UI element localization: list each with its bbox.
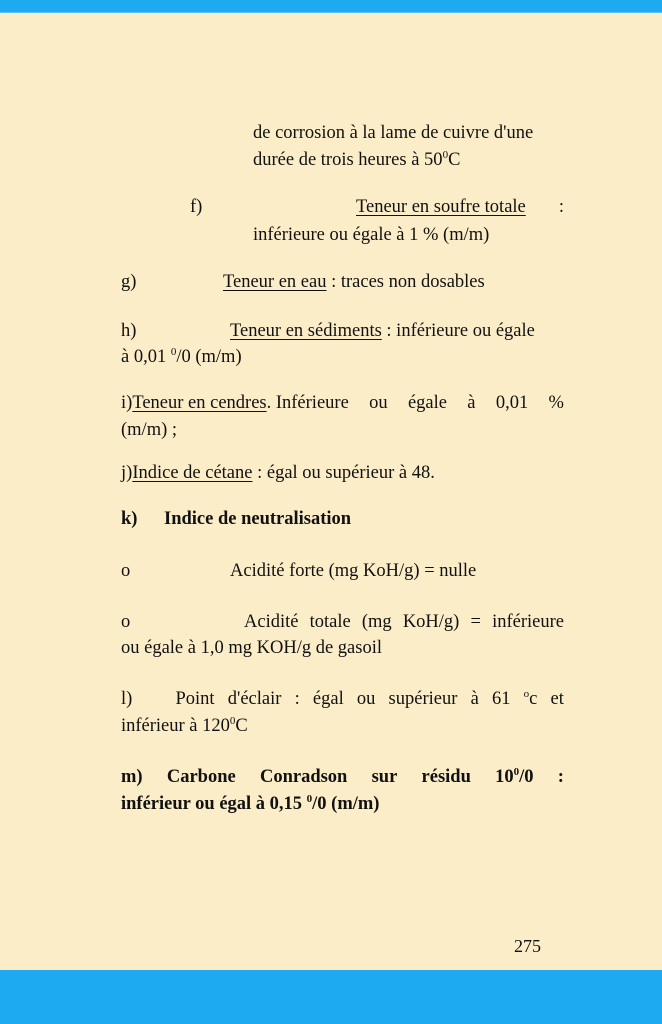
word: et — [550, 689, 564, 709]
word: égal — [312, 689, 344, 709]
word: . Inférieure — [266, 393, 349, 413]
word: ou — [369, 393, 388, 413]
item-m-line1 — [121, 766, 564, 788]
word: % — [548, 393, 564, 413]
item-i-line1 — [121, 392, 564, 414]
text: /0 — [519, 767, 534, 787]
bottom-bar — [0, 970, 662, 1024]
item-k2-line1 — [244, 611, 564, 633]
item-f-label: Teneur en soufre totale — [356, 197, 526, 217]
item-g-text: : traces non dosables — [326, 272, 485, 292]
item-h-line2 — [121, 346, 242, 368]
word: sur — [371, 767, 398, 787]
item-e-line2 — [253, 149, 460, 171]
item-g-label: Teneur en eau — [223, 272, 327, 292]
item-i-marker: i) — [121, 393, 133, 413]
word: résidu — [421, 767, 471, 787]
word: Conradson — [259, 767, 348, 787]
text: C — [448, 150, 461, 170]
text: inférieur ou égal à 0,15 — [121, 794, 307, 814]
item-i-line2: (m/m) ; — [121, 420, 178, 440]
item-m-line2 — [121, 793, 379, 815]
item-g-marker: g) — [121, 272, 137, 292]
text: durée de trois heures à 50 — [253, 150, 443, 170]
text: c — [529, 689, 538, 709]
text: /0 (m/m) — [176, 347, 242, 367]
item-j-marker: j) — [121, 463, 133, 483]
word: d'éclair — [227, 689, 282, 709]
word: 61 — [491, 689, 511, 709]
item-h-marker: h) — [121, 321, 137, 341]
percent — [495, 766, 533, 788]
word: 0,01 — [495, 393, 529, 413]
item-k2-line2: ou égale à 1,0 mg KOH/g de gasoil — [121, 638, 382, 658]
item-g-line — [223, 271, 485, 293]
text: C — [235, 716, 248, 736]
superscript: 0 — [229, 715, 236, 727]
item-h-text: : inférieure ou égale — [381, 321, 535, 341]
item-i-head — [121, 392, 349, 414]
superscript: 0 — [170, 346, 177, 358]
superscript: 0 — [442, 149, 449, 161]
item-k-heading: Indice de neutralisation — [164, 509, 352, 529]
item-h-label: Teneur en sédiments — [230, 321, 382, 341]
word: : — [557, 767, 564, 787]
item-f-line2: inférieure ou égale à 1 % (m/m) — [253, 225, 490, 245]
item-h-line1 — [230, 320, 535, 342]
item-l-line2 — [121, 715, 248, 737]
word: Carbone — [166, 767, 236, 787]
bullet-icon: o — [121, 561, 131, 581]
item-l-line1 — [121, 688, 564, 710]
item-k1-text: Acidité forte (mg KoH/g) = nulle — [230, 561, 477, 581]
word: ou — [356, 689, 376, 709]
degree-unit — [524, 688, 538, 710]
item-j-text: : égal ou supérieur à 48. — [252, 463, 435, 483]
word: Point — [175, 689, 215, 709]
item-f-sep: : — [558, 197, 564, 217]
text: Acidité totale (mg KoH/g) = inférieure — [244, 612, 564, 632]
bullet-icon: o — [121, 612, 131, 632]
word: supérieur — [388, 689, 458, 709]
superscript: 0 — [306, 793, 313, 805]
item-f-marker: f) — [190, 197, 203, 217]
item-l-marker: l) — [121, 689, 133, 709]
item-i-label: Teneur en cendres — [132, 393, 267, 413]
item-j-label: Indice de cétane — [132, 463, 253, 483]
item-f-line1 — [356, 196, 564, 218]
text: /0 (m/m) — [312, 794, 380, 814]
word: égale — [407, 393, 447, 413]
word: à — [470, 689, 479, 709]
text: inférieur à 120 — [121, 716, 230, 736]
word: : — [294, 689, 300, 709]
word: à — [467, 393, 476, 413]
item-k-marker: k) — [121, 509, 138, 529]
page-number: 275 — [514, 936, 541, 956]
item-j-line — [121, 462, 435, 484]
item-m-marker: m) — [121, 767, 143, 787]
superscript: o — [523, 688, 530, 700]
superscript: 0 — [513, 766, 520, 778]
text: 10 — [495, 767, 514, 787]
text: à 0,01 — [121, 347, 171, 367]
top-bar — [0, 0, 662, 13]
item-e-line1: de corrosion à la lame de cuivre d'une — [253, 123, 534, 143]
